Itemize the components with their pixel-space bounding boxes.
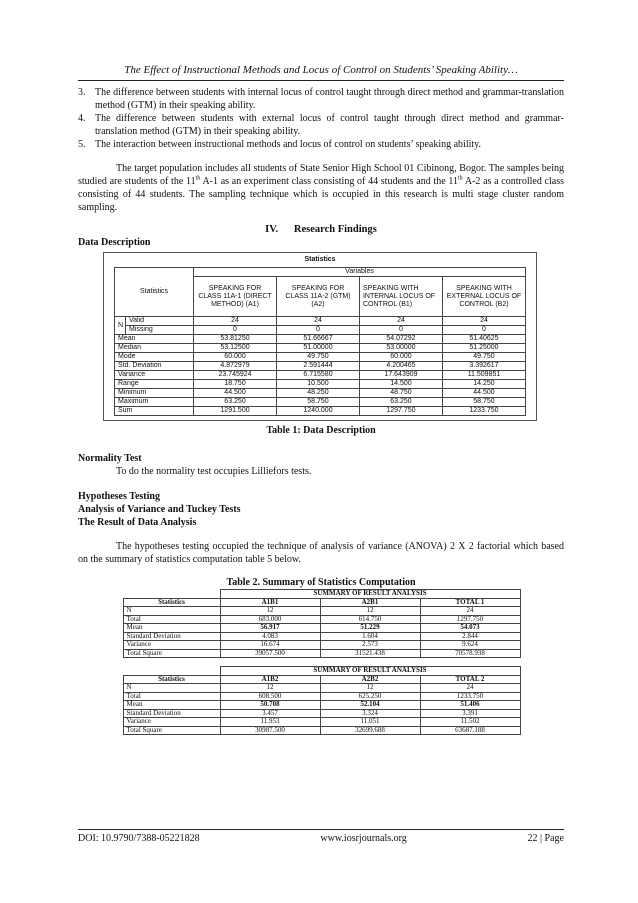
table-row: Sum 1291.500 1240.000 1297.750 1233.750 [115,407,526,416]
page-footer [78,833,564,844]
column-header: SPEAKING WITH INTERNAL LOCUS OF CONTROL (B1) [359,277,442,317]
section-title: IV. Research Findings [265,224,377,235]
table-row: Mean 56.917 51.229 54.073 [123,624,520,633]
summary-table-1 [123,589,521,658]
table-row: Variance 16.674 2.573 9.624 [123,641,520,650]
column-header: A1B2 [220,675,320,684]
summary-table-2-wrap [123,666,520,735]
column-header: A2B2 [320,675,420,684]
footer-rule [78,829,564,830]
page-content [78,86,564,735]
column-header: Statistics [123,675,220,684]
table-row: Total 608.500 625.250 1233.750 [123,692,520,701]
summary-title: SUMMARY OF RESULT ANALYSIS [220,667,520,676]
list-item: 3. The difference between students with internal locus of control taught through direct method and grammar-translation method (GTM) in their speaking ability. [78,87,564,111]
table-row: Range 18.750 10.500 14.500 14.250 [115,380,526,389]
running-header: The Effect of Instructional Methods and Locus of Control on Students’ Speaking Ability… [124,64,518,76]
missing-label: Missing [126,326,194,335]
table-row: Variance 23.745924 6.715580 17.643909 11.509851 [115,371,526,380]
column-header: A2B1 [320,598,420,607]
result-heading: The Result of Data Analysis [78,517,197,528]
column-header: SPEAKING FOR CLASS 11A-1 (DIRECT METHOD) (A1) [194,277,277,317]
normality-text: To do the normality test occupies Lilliefors tests. [116,466,312,477]
table-row: Maximum 63.250 58.750 63.250 58.750 [115,398,526,407]
column-header: A1B1 [220,598,320,607]
table2-caption: Table 2. Summary of Statistics Computation [226,577,416,588]
table-row: Mean 53.81250 51.66667 54.07292 51.40625 [115,335,526,344]
table-row: Total Square 30987.500 32699.688 63687.188 [123,726,520,735]
n-label: N [115,317,126,335]
summary-table-1-wrap [123,589,520,658]
table-row: N 12 12 24 [123,684,520,693]
table-row: N 12 12 24 [123,607,520,616]
table-row: Std. Deviation 4.872979 2.591444 4.200465 3.392617 [115,362,526,371]
table1-caption: Table 1: Data Description [266,425,376,436]
variables-header: Variables [194,268,526,277]
list-item: 5. The interaction between instructional methods and locus of control on students’ speaking ability. [78,139,482,150]
column-header: TOTAL 2 [420,675,520,684]
table-row: Mode 60.000 49.750 60.000 49.750 [115,353,526,362]
table-row: Median 53.12500 51.00000 53.00000 51.25000 [115,344,526,353]
column-header: SPEAKING FOR CLASS 11A-2 (GTM) (A2) [277,277,360,317]
normality-heading: Normality Test [78,453,142,464]
table-row: Total Square 39057.500 31521.438 70578.938 [123,649,520,658]
population-paragraph: The target population includes all students of State Senior High School 01 Cibinong, Bogor. The samples being studied are students of the 11th A-1 as an experiment class consisting of 44 students and the 11th A-2 as a controlled class consisting of 44 students. The sampling technique which is occupied in this research is multi stage cluster random sampling. [78,163,564,213]
data-description-heading: Data Description [78,237,151,248]
hypotheses-heading: Hypotheses Testing [78,491,160,502]
doi: DOI: 10.9790/7388-05221828 [78,833,200,844]
anova-heading: Analysis of Variance and Tuckey Tests [78,504,241,515]
table-row: Variance 11.953 11.051 11.502 [123,718,520,727]
header-rule [78,80,564,81]
summary-table-2 [123,666,521,735]
column-header: SPEAKING WITH EXTERNAL LOCUS OF CONTROL (B2) [442,277,525,317]
summary-title: SUMMARY OF RESULT ANALYSIS [220,590,520,599]
table-row: Mean 50.708 52.104 51.406 [123,701,520,710]
table-row: Standard Deviation 4.083 1.604 2.844 [123,632,520,641]
hypotheses-text: The hypotheses testing occupied the technique of analysis of variance (ANOVA) 2 X 2 factorial which based on the summary of statistics computation table 5 below. [78,541,564,565]
statistics-table-body [115,335,526,416]
table-row: Total 683.000 614.750 1297.750 [123,615,520,624]
statistics-table: Statistics Variables SPEAKING FOR CLASS 11A-1 (DIRECT METHOD) (A1) SPEAKING FOR CLASS 11A-2 (GTM) (A2) SPEAKING WITH INTERNAL LOCUS OF CONTROL (B1) SPEAKING WITH EXTERNAL LOCUS OF CONTROL (B2) N Valid 24 24 24 24 Missing 0 0 0 0 Mean 53.81250 51.66667 54.07292 51.40625 Median 53.12500 51.00000 53.00000 51.25000 Mode 60.000 49.750 60.000 49.750 Std. Deviation 4.872979 2.591444 4.200465 3.392617 Variance 23.745924 6.715580 17.643909 11.509851 Range 18.750 10.500 14.500 14.250 Minimum 44.500 48.250 48.750 44.500 Maximum 63.250 58.750 63.250 58.750 Sum 1291.500 1240.000 1297.750 1233.750 [114,267,526,416]
valid-label: Valid [126,317,194,326]
statistics-table-title: Statistics [304,256,336,263]
objectives-list [78,86,564,151]
column-header: TOTAL 1 [420,598,520,607]
statistics-label-cell: Statistics [115,268,194,317]
column-header: Statistics [123,598,220,607]
page-number: 22 | Page [527,833,564,844]
table-row: Standard Deviation 3.457 3.324 3.391 [123,709,520,718]
statistics-table-box [103,252,537,421]
list-item: 4. The difference between students with external locus of control taught through direct method and grammar-translation method (GTM) in their speaking ability. [78,113,564,137]
journal-link[interactable]: www.iosrjournals.org [320,833,407,844]
table-row: Minimum 44.500 48.250 48.750 44.500 [115,389,526,398]
